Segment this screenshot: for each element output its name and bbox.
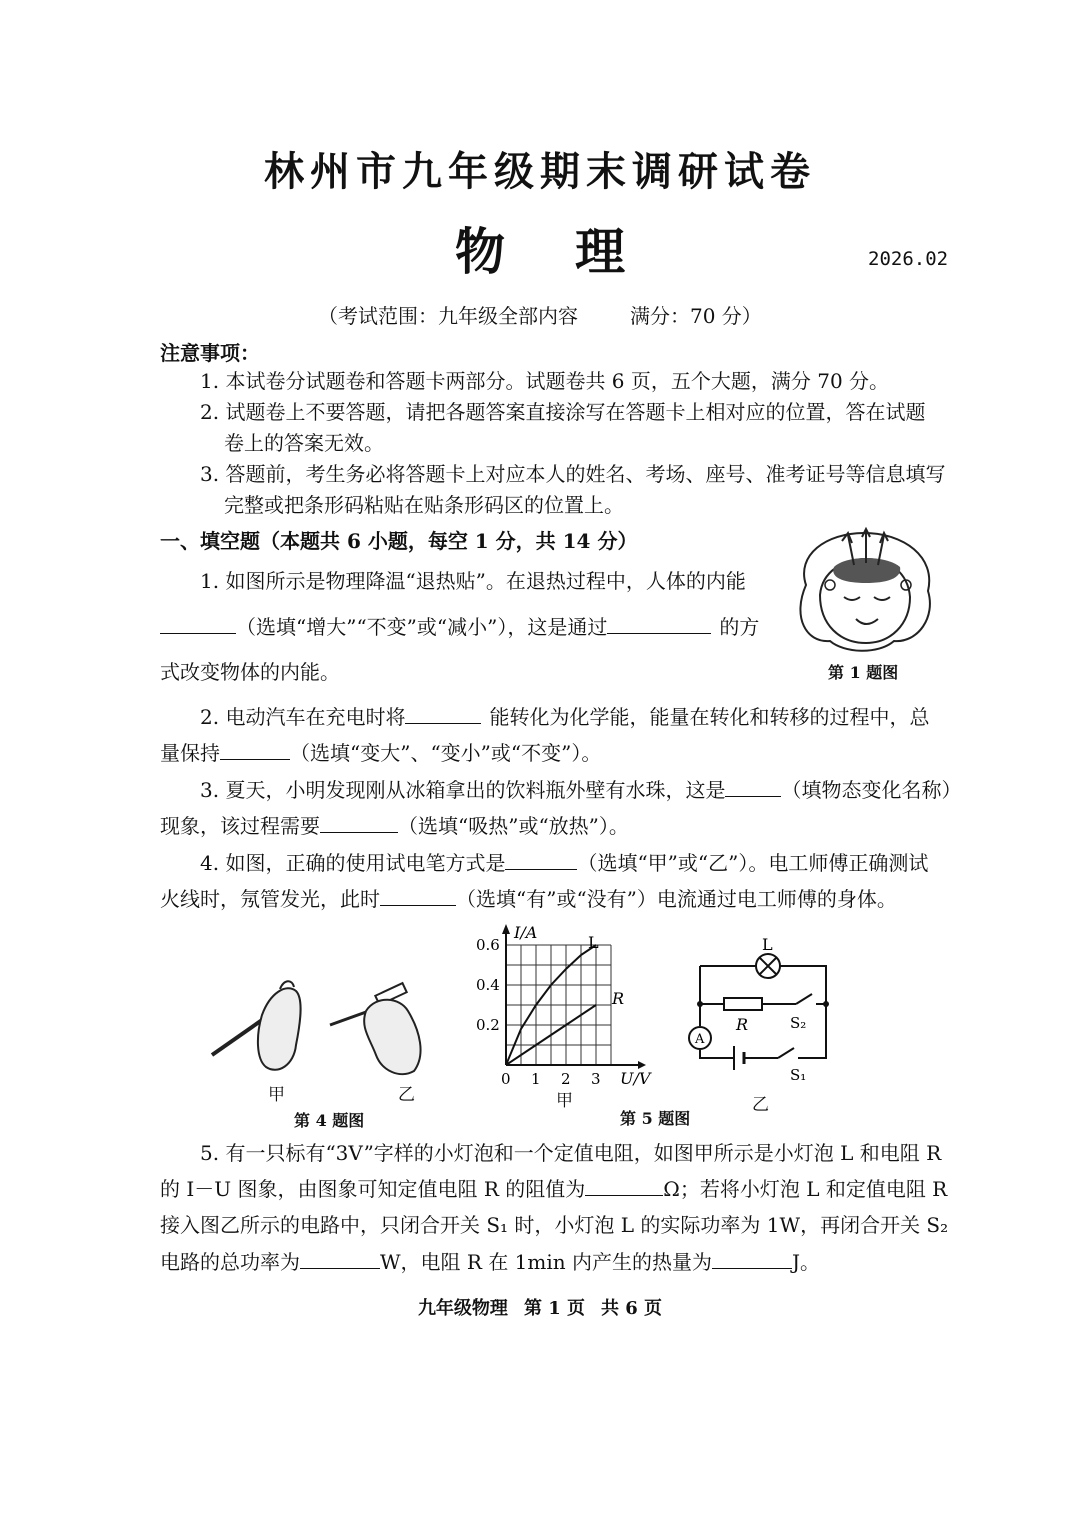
q4-line-1 [200, 848, 928, 879]
circuit-label-yi: 乙 [752, 1095, 769, 1115]
ammeter-label: A [695, 1032, 705, 1047]
section-heading: 一、填空题（本题共 6 小题，每空 1 分，共 14 分） [160, 529, 638, 553]
q4-blank-2 [380, 885, 456, 906]
q5-figure-caption: 第 5 题图 [620, 1109, 691, 1128]
curve-l-label: L [588, 933, 599, 952]
q3-text-2a: 现象，该过程需要 [160, 814, 320, 838]
footer-total: 共 6 页 [601, 1298, 663, 1319]
q1-text-2b: 的方 [719, 615, 760, 639]
q3-text-2b: （选填“吸热”或“放热”）。 [398, 814, 629, 838]
note-item-2-cont: 卷上的答案无效。 [224, 431, 384, 455]
q5-text-4c: J。 [792, 1250, 821, 1274]
q5-text-2b: Ω；若将小灯泡 L 和定值电阻 R [663, 1177, 948, 1201]
resistor-symbol [724, 998, 762, 1010]
q3-line-2 [160, 811, 629, 842]
y-tick-label: 0.6 [476, 936, 500, 954]
y-axis-label: I/A [514, 923, 538, 942]
q4-line-2 [160, 884, 897, 915]
q4-text-1a: 4. 如图，正确的使用试电笔方式是 [200, 851, 506, 875]
y-tick-label: 0.4 [476, 976, 500, 994]
q1-line-3: 式改变物体的内能。 [160, 660, 340, 684]
circuit-diagram [684, 936, 844, 1086]
q5-text-4a: 电路的总功率为 [160, 1250, 300, 1274]
cooling-patch-figure [786, 525, 942, 655]
exam-title: 林州市九年级期末调研试卷 [264, 148, 816, 195]
q1-figure-caption: 第 1 题图 [828, 663, 899, 682]
switch-s1-blade [778, 1048, 794, 1058]
q4-figure-caption: 第 4 题图 [294, 1111, 365, 1130]
q5-line-3: 接入图乙所示的电路中，只闭合开关 S₁ 时，小灯泡 L 的实际功率为 1W，再闭合开关 S₂ [160, 1213, 949, 1237]
scope-text: （考试范围：九年级全部内容 [318, 304, 578, 328]
page-footer [0, 1294, 1080, 1320]
switch-s2-label: S₂ [790, 1014, 807, 1032]
x-axis-arrow [638, 1061, 646, 1069]
x-axis-label: U/V [620, 1069, 651, 1088]
test-pen-hand-yi [330, 983, 421, 1074]
q5-blank-3 [712, 1248, 792, 1269]
resistor-label: R [736, 1015, 749, 1034]
q2-text-2a: 量保持 [160, 741, 220, 765]
q3-text-1b: （填物态变化名称） [781, 778, 962, 802]
q2-blank-1 [405, 703, 481, 724]
note-item-2: 2. 试题卷上不要答题，请把各题答案直接涂写在答题卡上相对应的位置，答在试题 [200, 400, 926, 424]
note-item-1: 1. 本试卷分试题卷和答题卡两部分。试题卷共 6 页，五个大题，满分 70 分。 [200, 369, 890, 393]
q3-blank-2 [320, 812, 398, 833]
switch-s1-label: S₁ [790, 1066, 807, 1084]
q5-line-4 [160, 1247, 820, 1278]
label-yi: 乙 [398, 1085, 415, 1105]
q3-line-1 [200, 775, 961, 806]
q5-text-2a: 的 I－U 图象，由图象可知定值电阻 R 的阻值为 [160, 1177, 586, 1201]
q2-blank-2 [220, 739, 290, 760]
q5-blank-2 [300, 1248, 380, 1269]
q5-text-4b: W，电阻 R 在 1min 内产生的热量为 [380, 1250, 713, 1274]
q1-blank-2 [607, 613, 711, 634]
curve-r-label: R [612, 989, 625, 1008]
q1-line-2 [160, 612, 759, 643]
test-pen-hand-jia [212, 981, 301, 1070]
note-item-3-cont: 完整或把条形码粘贴在贴条形码区的位置上。 [224, 493, 624, 517]
q2-line-1 [200, 702, 929, 733]
iu-graph [468, 920, 668, 1095]
q4-text-2a: 火线时，氖管发光，此时 [160, 887, 380, 911]
footer-grade: 九年级物理 [417, 1298, 508, 1319]
q5-line-1: 5. 有一只标有“3V”字样的小灯泡和一个定值电阻，如图甲所示是小灯泡 L 和电阻 R [200, 1141, 942, 1165]
test-pen-figure [200, 975, 440, 1080]
q2-line-2 [160, 738, 601, 769]
note-item-3: 3. 答题前，考生务必将答题卡上对应本人的姓名、考场、座号、准考证号等信息填写 [200, 462, 946, 486]
notes-heading: 注意事项： [160, 341, 260, 365]
junction-dot-left [697, 1001, 703, 1007]
x-tick-label: 1 [531, 1070, 541, 1088]
exam-date: 2026.02 [868, 248, 949, 270]
x-tick-label: 2 [561, 1070, 571, 1088]
y-axis-arrow [502, 924, 510, 934]
q2-text-2b: （选填“变大”、“变小”或“不变”）。 [290, 741, 602, 765]
switch-s2-blade [796, 994, 812, 1004]
graph-label-jia: 甲 [556, 1091, 573, 1111]
q4-text-1b: （选填“甲”或“乙”）。电工师傅正确测试 [577, 851, 929, 875]
q5-blank-1 [585, 1175, 663, 1196]
footer-page: 第 1 页 [523, 1298, 585, 1319]
full-score-text: 满分：70 分） [630, 304, 762, 328]
subject-title: 物理 [455, 222, 695, 281]
q2-text-1a: 2. 电动汽车在充电时将 [200, 705, 406, 729]
q3-blank-1 [725, 776, 781, 797]
lamp-label: L [762, 936, 773, 954]
y-tick-label: 0.2 [476, 1016, 500, 1034]
q2-text-1b: 能转化为化学能，能量在转化和转移的过程中，总 [489, 705, 930, 729]
junction-dot [823, 1001, 829, 1007]
q1-line-1: 1. 如图所示是物理降温“退热贴”。在退热过程中，人体的内能 [200, 569, 746, 593]
x-tick-label: 3 [591, 1070, 601, 1088]
q4-blank-1 [505, 849, 577, 870]
q4-text-2b: （选填“有”或“没有”）电流通过电工师傅的身体。 [456, 887, 897, 911]
x-tick-label: 0 [501, 1070, 511, 1088]
q5-line-2 [160, 1174, 947, 1205]
exam-scope [318, 300, 762, 329]
q3-text-1a: 3. 夏天，小明发现刚从冰箱拿出的饮料瓶外壁有水珠，这是 [200, 778, 726, 802]
q1-text-2a: （选填“增大”“不变”或“减小”），这是通过 [236, 615, 608, 639]
label-jia: 甲 [268, 1085, 285, 1105]
q1-blank-1 [160, 613, 236, 634]
